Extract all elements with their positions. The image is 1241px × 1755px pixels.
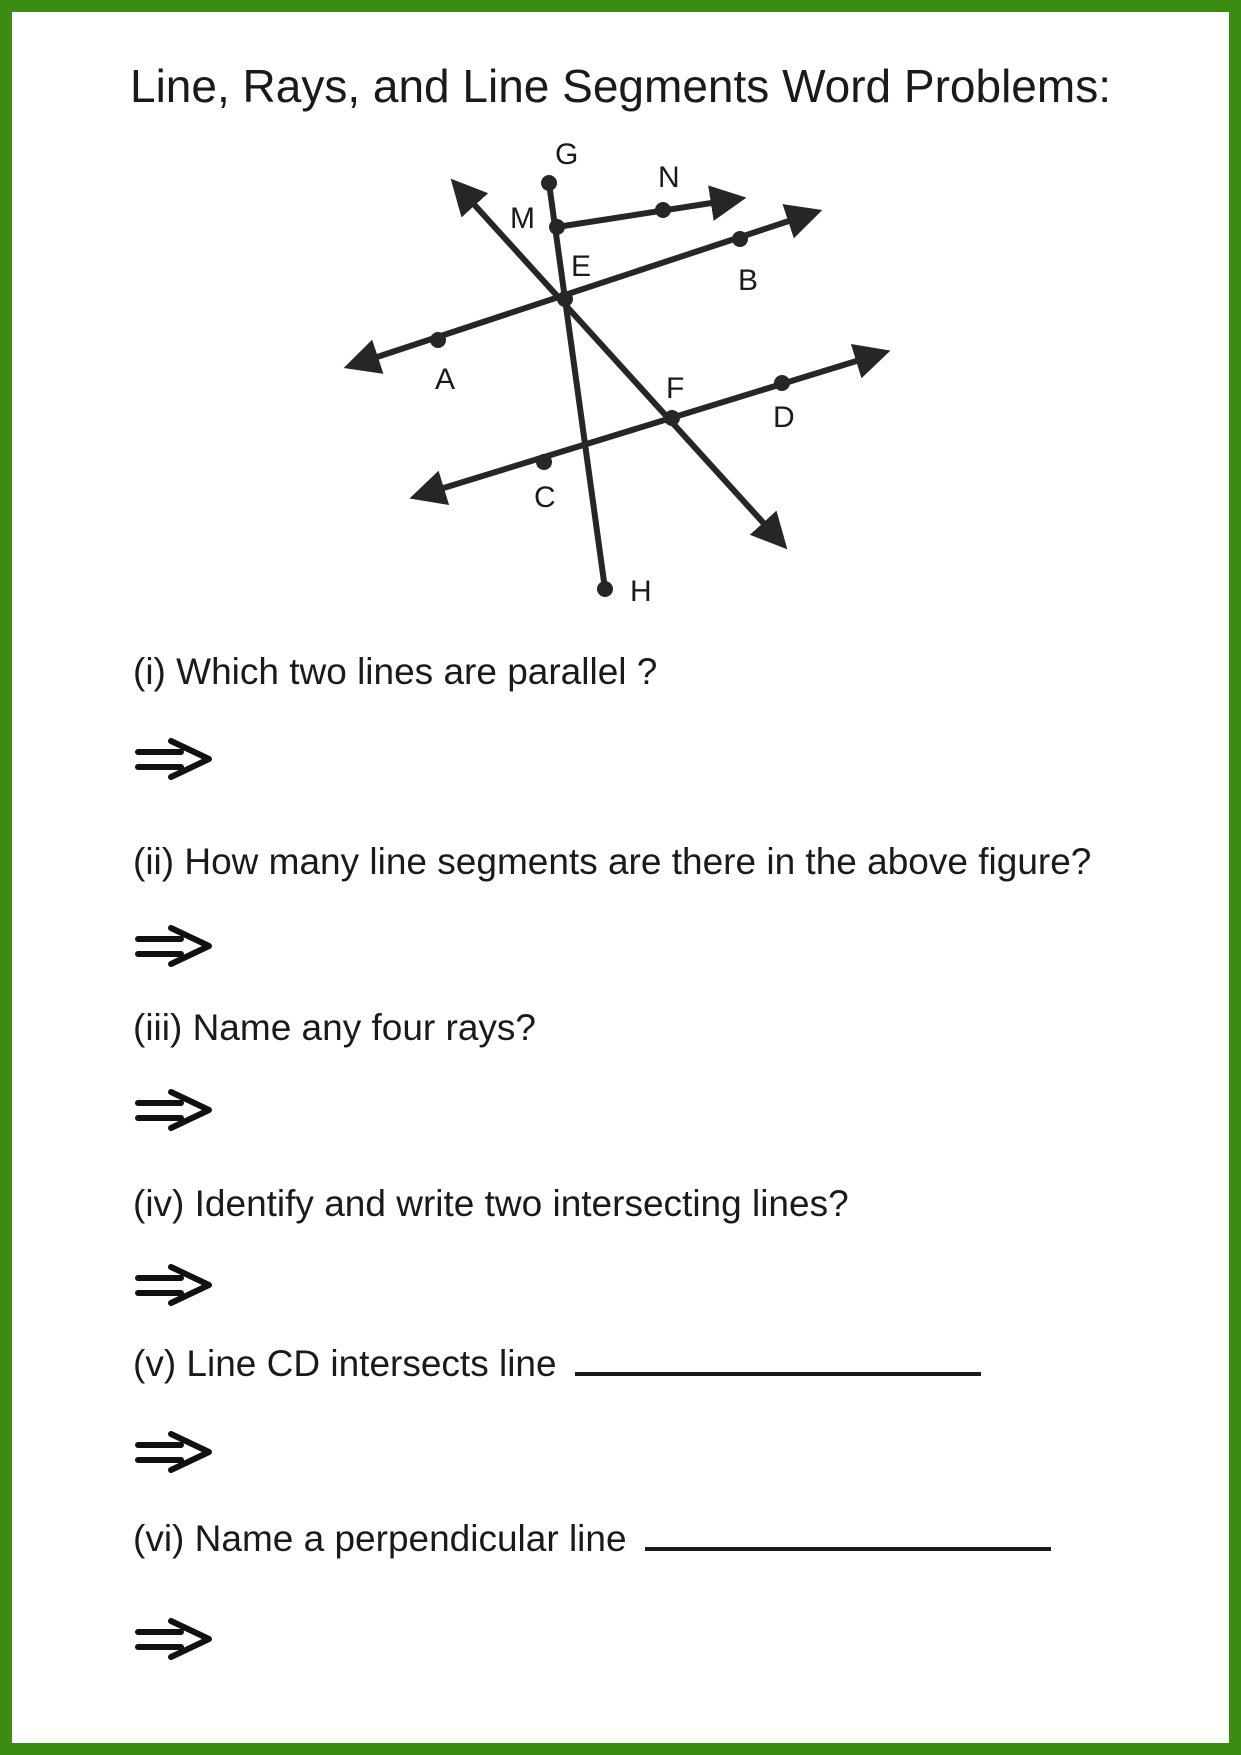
question-6-text: (vi) Name a perpendicular line (133, 1518, 627, 1559)
label-a: A (435, 363, 456, 396)
double-arrow-icon (133, 1430, 215, 1474)
answer-blank-line (645, 1547, 1051, 1551)
double-arrow-icon (133, 1617, 215, 1661)
point-g (541, 175, 557, 191)
question-1 (133, 650, 657, 694)
point-e (557, 291, 573, 307)
geometry-figure (0, 0, 1241, 640)
question-1-text: (i) Which two lines are parallel ? (133, 651, 658, 692)
segment-gh (549, 183, 605, 589)
point-c (536, 454, 552, 470)
double-arrow-icon (133, 1263, 215, 1307)
label-c: C (534, 481, 556, 514)
double-arrow-icon (133, 924, 215, 968)
point-m (549, 219, 565, 235)
question-2-text: (ii) How many line segments are there in the above figure? (133, 841, 1092, 882)
question-4 (133, 1182, 849, 1226)
label-d: D (773, 401, 795, 434)
answer-blank-line (575, 1372, 981, 1376)
point-a (430, 332, 446, 348)
point-b (732, 231, 748, 247)
double-arrow-icon (133, 737, 215, 781)
worksheet-title: Line, Rays, and Line Segments Word Problems: (130, 60, 1111, 112)
label-e: E (571, 250, 592, 283)
point-n (655, 202, 671, 218)
label-g: G (555, 138, 579, 171)
point-h (597, 581, 613, 597)
question-6 (133, 1517, 1051, 1561)
question-2 (133, 840, 1091, 884)
point-f (664, 410, 680, 426)
question-5-text: (v) Line CD intersects line (133, 1343, 557, 1384)
double-arrow-icon (133, 1088, 215, 1132)
question-5 (133, 1342, 981, 1386)
label-b: B (738, 264, 759, 297)
question-3 (133, 1006, 536, 1050)
label-f: F (666, 372, 685, 405)
line-ef (470, 200, 768, 528)
line-cd (437, 359, 863, 490)
label-n: N (658, 161, 680, 194)
label-h: H (630, 575, 652, 608)
question-3-text: (iii) Name any four rays? (133, 1007, 537, 1048)
ray-mn (557, 202, 718, 227)
point-d (774, 375, 790, 391)
question-4-text: (iv) Identify and write two intersecting lines? (133, 1183, 849, 1224)
label-m: M (510, 202, 535, 235)
